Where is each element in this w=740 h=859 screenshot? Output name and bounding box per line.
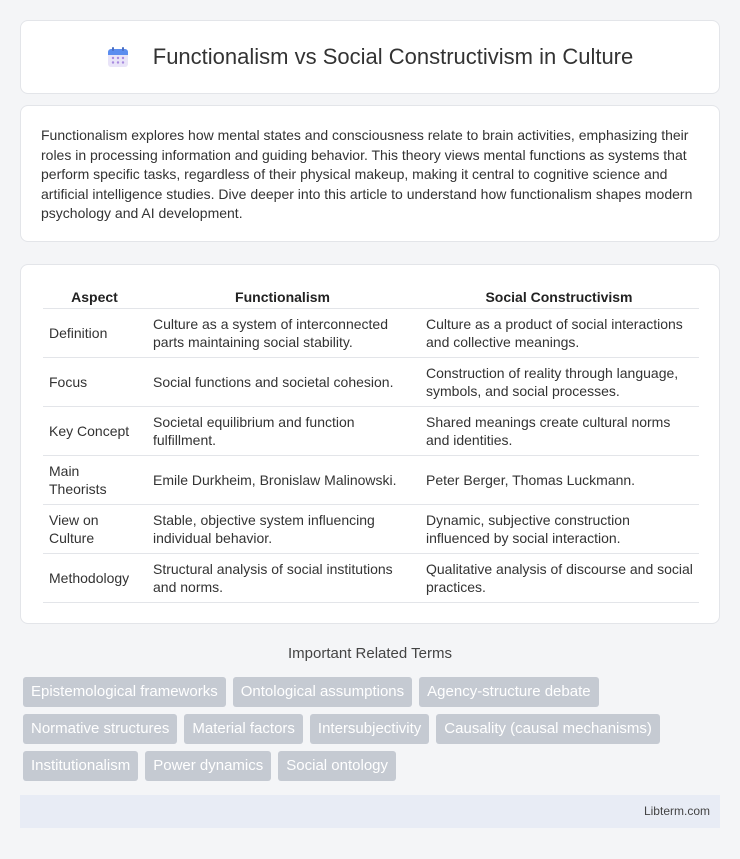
- row-social-constructivism: Dynamic, subjective construction influenced by social interaction.: [419, 504, 699, 553]
- header-social-constructivism: Social Constructivism: [485, 289, 633, 305]
- row-aspect: View on Culture: [43, 504, 146, 553]
- row-aspect: Definition: [43, 308, 146, 357]
- row-functionalism: Societal equilibrium and function fulfillment.: [146, 406, 419, 455]
- related-term-tag[interactable]: Power dynamics: [145, 751, 271, 781]
- row-social-constructivism: Construction of reality through language, symbols, and social processes.: [419, 357, 699, 406]
- row-social-constructivism: Shared meanings create cultural norms and identities.: [419, 406, 699, 455]
- related-term-tag[interactable]: Material factors: [184, 714, 303, 744]
- related-term-tag[interactable]: Social ontology: [278, 751, 396, 781]
- row-functionalism: Emile Durkheim, Bronislaw Malinowski.: [146, 455, 419, 504]
- footer: [20, 795, 720, 828]
- header-aspect: Aspect: [71, 289, 118, 305]
- comparison-table: [43, 287, 699, 603]
- page-title: Functionalism vs Social Constructivism in Culture: [152, 44, 634, 69]
- comparison-card: [20, 264, 720, 624]
- footer-site-link[interactable]: Libterm.com: [643, 804, 710, 818]
- row-functionalism: Culture as a system of interconnected parts maintaining social stability.: [146, 308, 419, 357]
- table-row: [43, 357, 699, 406]
- row-social-constructivism: Culture as a product of social interactions and collective meanings.: [419, 308, 699, 357]
- row-aspect: Methodology: [43, 553, 146, 602]
- related-term-tag[interactable]: Causality (causal mechanisms): [436, 714, 660, 744]
- table-row: [43, 504, 699, 553]
- row-social-constructivism: Qualitative analysis of discourse and social practices.: [419, 553, 699, 602]
- related-term-tag[interactable]: Intersubjectivity: [310, 714, 429, 744]
- row-functionalism: Stable, objective system influencing individual behavior.: [146, 504, 419, 553]
- row-aspect: Focus: [43, 357, 146, 406]
- header-functionalism: Functionalism: [235, 289, 330, 305]
- table-row: [43, 553, 699, 602]
- related-term-tag[interactable]: Epistemological frameworks: [23, 677, 226, 707]
- related-term-tag[interactable]: Agency-structure debate: [419, 677, 598, 707]
- row-aspect: Key Concept: [43, 406, 146, 455]
- related-term-tag[interactable]: Institutionalism: [23, 751, 138, 781]
- table-row: [43, 308, 699, 357]
- row-social-constructivism: Peter Berger, Thomas Luckmann.: [419, 455, 699, 504]
- table-header-row: [43, 287, 699, 308]
- table-row: [43, 455, 699, 504]
- related-term-tag[interactable]: Normative structures: [23, 714, 177, 744]
- table-row: [43, 406, 699, 455]
- row-functionalism: Structural analysis of social institutions and norms.: [146, 553, 419, 602]
- related-terms-list: [23, 677, 723, 781]
- intro-text: Functionalism explores how mental states and consciousness relate to brain activities, emphasizing their roles in processing information and guiding behavior. This theory views mental functions as systems that perform specific tasks, regardless of their physical makeup, making it central to cognitive science and artificial intelligence studies. Dive deeper into this article to understand how functionalism shapes modern psychology and AI development.: [41, 127, 693, 221]
- calendar-icon: [107, 46, 129, 68]
- intro-card: [20, 105, 720, 242]
- related-term-tag[interactable]: Ontological assumptions: [233, 677, 412, 707]
- row-aspect: Main Theorists: [43, 455, 146, 504]
- title-card: [20, 20, 720, 94]
- related-terms-title: Important Related Terms: [288, 645, 452, 662]
- row-functionalism: Social functions and societal cohesion.: [146, 357, 419, 406]
